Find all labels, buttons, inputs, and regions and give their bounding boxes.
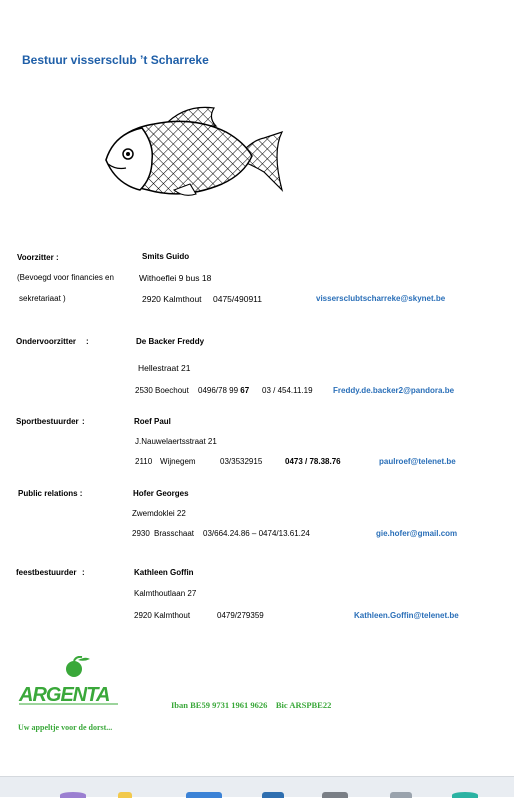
role-note: sekretariaat ) — [19, 294, 66, 303]
member-city: 2920 Kalmthout — [142, 294, 202, 304]
member-city: 2110 — [135, 457, 153, 466]
role-label: Voorzitter : — [17, 253, 59, 262]
iban: Iban BE59 9731 1961 9626 — [171, 700, 268, 710]
member-street: Hellestraat 21 — [138, 363, 191, 373]
member-phone: 0475/490911 — [213, 294, 263, 304]
app-icon[interactable] — [262, 792, 284, 798]
app-icon[interactable] — [452, 792, 478, 798]
member-city: 2530 Boechout — [135, 386, 189, 395]
member-city: 2920 Kalmthout — [134, 611, 191, 620]
member-email[interactable]: paulroef@telenet.be — [379, 457, 456, 466]
member-name: Roef Paul — [134, 417, 171, 426]
fish-icon — [104, 104, 286, 196]
member-email[interactable]: vissersclubtscharreke@skynet.be — [316, 294, 446, 303]
member-street: Kalmthoutlaan 27 — [134, 589, 197, 598]
app-icon[interactable] — [186, 792, 222, 798]
role-label: Public relations : — [18, 489, 83, 498]
member-name: Kathleen Goffin — [134, 568, 194, 577]
member-phone-2: 0473 / 78.38.76 — [285, 457, 341, 466]
app-icon[interactable] — [118, 792, 132, 798]
taskbar — [0, 776, 514, 797]
role-colon: : — [86, 337, 89, 346]
member-name: De Backer Freddy — [136, 337, 205, 346]
member-town: Brasschaat — [154, 529, 195, 538]
slogan: Uw appeltje voor de dorst... — [18, 723, 113, 732]
role-colon: : — [82, 417, 85, 426]
bic: Bic ARSPBE22 — [275, 700, 332, 710]
member-street: Withoeflei 9 bus 18 — [139, 273, 212, 283]
argenta-logo-icon — [16, 656, 124, 708]
member-town: Wijnegem — [160, 457, 196, 466]
role-label: Ondervoorzitter — [16, 337, 77, 346]
member-city: 2930 — [132, 529, 150, 538]
member-phone — [198, 386, 249, 395]
member-phone: 03/3532915 — [220, 457, 263, 466]
member-email[interactable]: gie.hofer@gmail.com — [376, 529, 458, 538]
member-phone-2: 03 / 454.11.19 — [262, 386, 313, 395]
role-colon: : — [82, 568, 85, 577]
role-note: (Bevoegd voor financies en — [17, 273, 114, 282]
member-phone: 0479/279359 — [217, 611, 264, 620]
app-icon[interactable] — [322, 792, 348, 798]
app-icon[interactable] — [60, 792, 86, 798]
member-name: Hofer Georges — [133, 489, 189, 498]
phone-part-bold: 67 — [240, 386, 250, 395]
member-name: Smits Guido — [142, 252, 190, 261]
member-email[interactable]: Kathleen.Goffin@telenet.be — [354, 611, 459, 620]
role-label: feestbestuurder — [16, 568, 77, 577]
member-street: J.Nauwelaertsstraat 21 — [135, 437, 217, 446]
page-title: Bestuur vissersclub ’t Scharreke — [22, 53, 209, 67]
member-email[interactable]: Freddy.de.backer2@pandora.be — [333, 386, 455, 395]
bank-details — [171, 700, 331, 710]
app-icon[interactable] — [390, 792, 412, 798]
phone-part: 0496/78 99 — [198, 386, 239, 395]
logo-text: ARGENTA — [19, 684, 110, 706]
member-phone: 03/664.24.86 – 0474/13.61.24 — [203, 529, 310, 538]
member-street: Zwemdoklei 22 — [132, 509, 186, 518]
role-label: Sportbestuurder — [16, 417, 79, 426]
